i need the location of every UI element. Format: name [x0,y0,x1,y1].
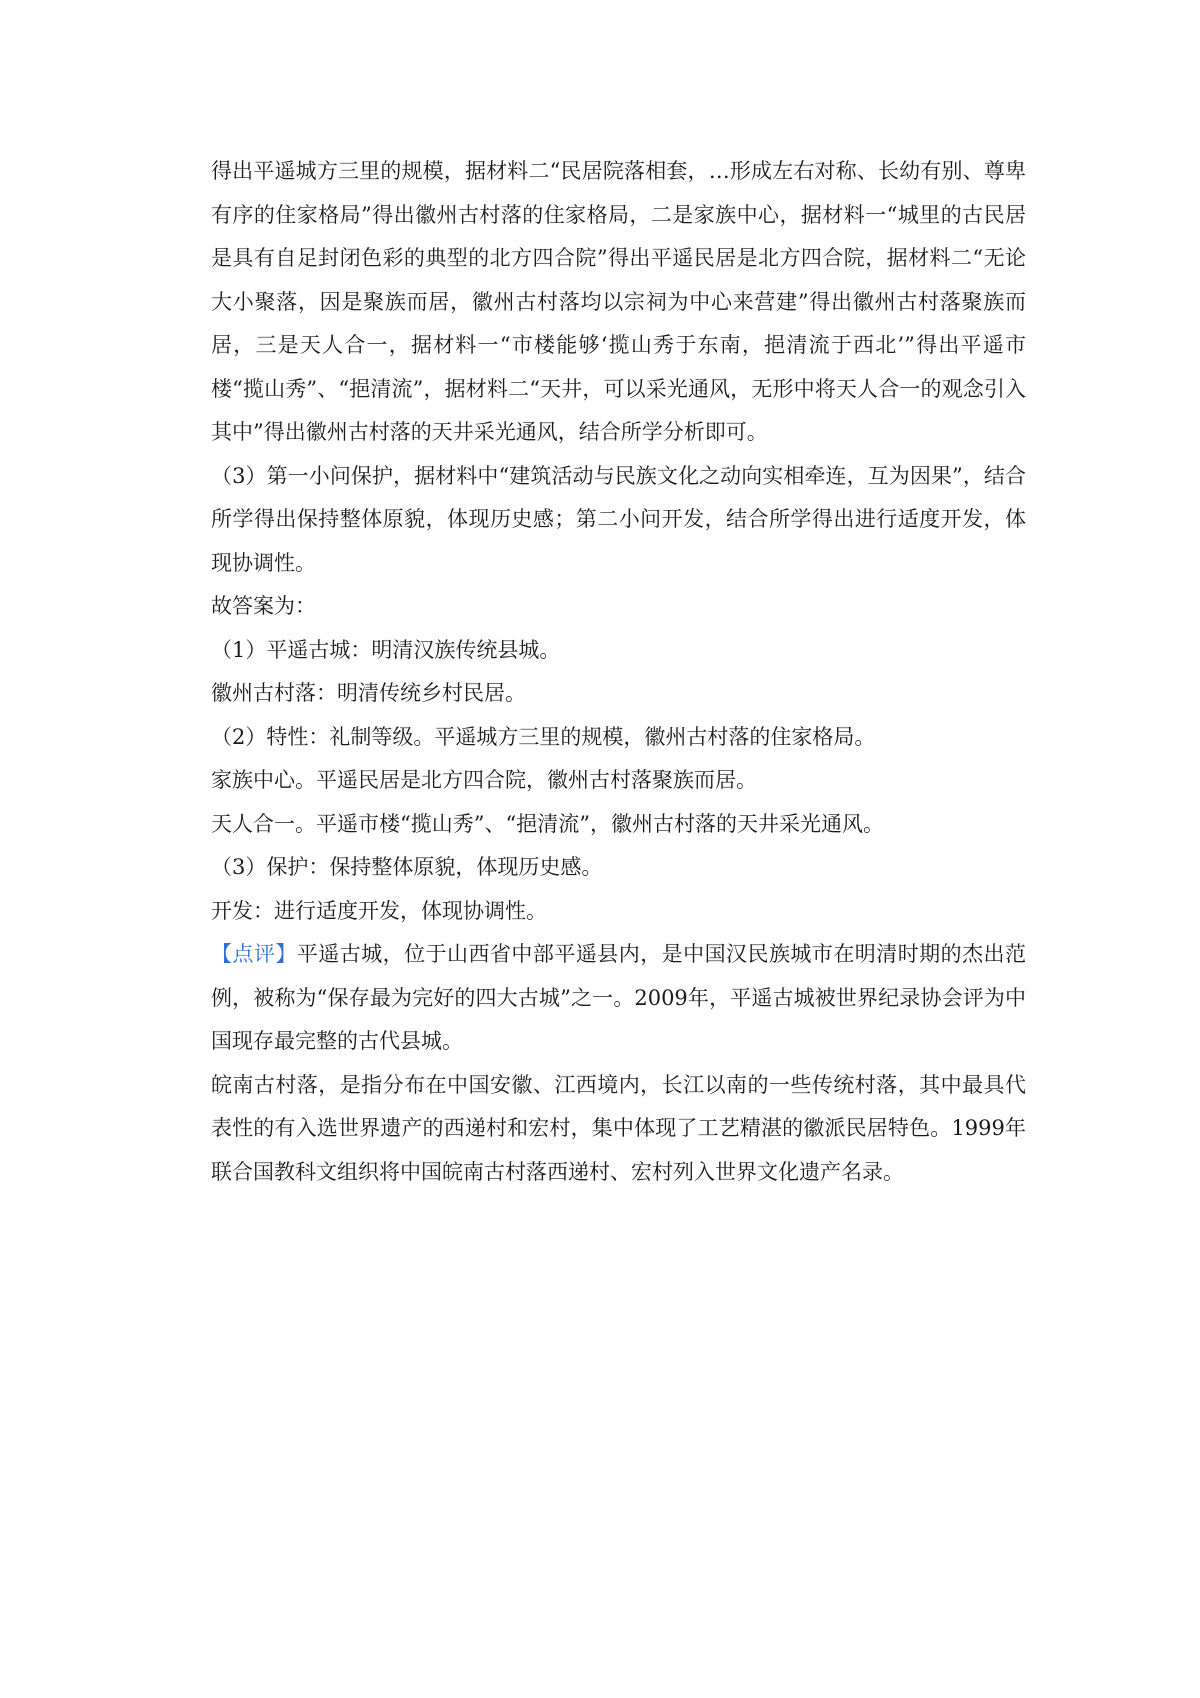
answer-line-4: 家族中心。平遥民居是北方四合院，徽州古村落聚族而居。 [211,768,757,792]
answer-line-3: （2）特性：礼制等级。平遥城方三里的规模，徽州古村落的住家格局。 [211,724,876,749]
answer-line-7: 开发：进行适度开发，体现协调性。 [211,898,547,923]
comment-paragraph [211,933,1026,1064]
explanation-part3: （3）第一小问保护，据材料中“建筑活动与民族文化之动向实相牵连，互为因果”，结合所学得出保持整体原貌，体现历史感；第二小问开发，结合所学得出进行适度开发，体现协调性。 [211,463,1026,575]
answer-line-1: （1）平遥古城：明清汉族传统县城。 [211,637,561,662]
answer-line-6: （3）保护：保持整体原貌，体现历史感。 [211,855,603,879]
explanation-continuation: 得出平遥城方三里的规模，据材料二“民居院落相套，…形成左右对称、长幼有别、尊卑有序的住家格局”得出徽州古村落的住家格局，二是家族中心，据材料一“城里的古民居是具有自足封闭色彩的典型的北方四合院”得出平遥民居是北方四合院，据材料二“无论大小聚落，因是聚族而居，徽州古村落均以宗祠为中心来营建”得出徽州古村落聚族而居，三是天人合一，据材料一“市楼能够‘揽山秀于东南，挹清流于西北’”得出平遥市楼“揽山秀”、“挹清流”，据材料二“天井，可以采光通风，无形中将天人合一的观念引入其中”得出徽州古村落的天井采光通风，结合所学分析即可。 [211,159,1026,444]
comment-text: 平遥古城，位于山西省中部平遥县内，是中国汉民族城市在明清时期的杰出范例，被称为“保存最为完好的四大古城”之一。2009年，平遥古城被世界纪录协会评为中国现存最完整的古代县城。 [211,942,1027,1053]
answer-line-5: 天人合一。平遥市楼“揽山秀”、“挹清流”，徽州古村落的天井采光通风。 [211,811,884,836]
document-page [211,150,1026,1194]
answer-heading: 故答案为： [211,594,316,618]
comment-tag: 【点评】 [211,942,297,966]
answer-line-2: 徽州古村落：明清传统乡村民居。 [211,681,526,705]
comment-paragraph-2: 皖南古村落，是指分布在中国安徽、江西境内，长江以南的一些传统村落，其中最具代表性的有入选世界遗产的西递村和宏村，集中体现了工艺精湛的徽派民居特色。1999年联合国教科文组织将中国皖南古村落西递村、宏村列入世界文化遗产名录。 [211,1072,1026,1184]
